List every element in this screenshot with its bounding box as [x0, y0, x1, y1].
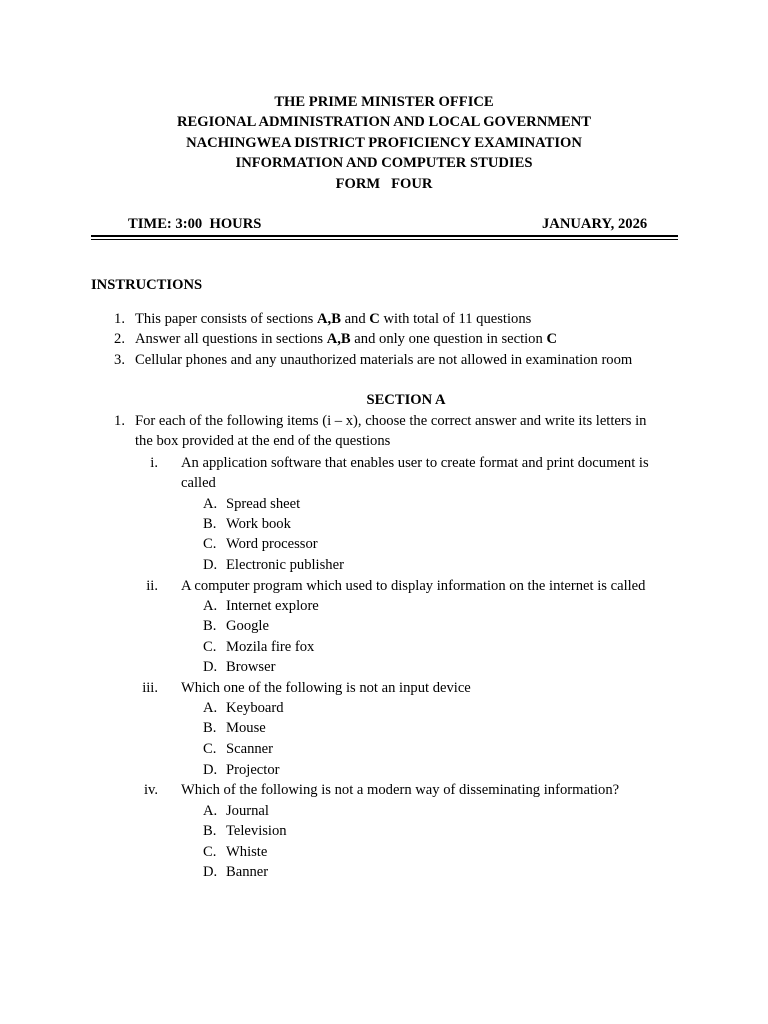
instructions-heading: INSTRUCTIONS	[91, 277, 203, 293]
question-text-line: For each of the following items (i – x), choose the correct answer and write its letters in	[135, 413, 647, 429]
header-line-5: FORM FOUR	[335, 176, 433, 192]
option-text: Work book	[226, 516, 291, 532]
instruction-bold: A,B	[326, 331, 351, 347]
header-rule-thick	[91, 235, 678, 237]
instruction-text: and only one question in section	[350, 331, 547, 347]
instruction-number: 3.	[114, 352, 125, 368]
item-text-line: Which of the following is not a modern way of disseminating information?	[181, 782, 620, 798]
item-roman: i.	[150, 455, 158, 471]
option-letter: D.	[203, 762, 218, 778]
option-text: Scanner	[226, 741, 274, 757]
option-letter: C.	[203, 741, 217, 757]
option-letter: D.	[203, 557, 218, 573]
instruction-text: Cellular phones and any unauthorized materials are not allowed in examination room	[135, 352, 633, 368]
option-letter: B.	[203, 720, 217, 736]
option-text: Browser	[226, 659, 276, 675]
option-letter: B.	[203, 823, 217, 839]
instruction-text: and	[340, 311, 370, 327]
instruction-item	[135, 353, 632, 368]
option-text: Banner	[226, 864, 269, 880]
option-letter: A.	[203, 598, 218, 614]
option-letter: A.	[203, 700, 218, 716]
question-text-line: the box provided at the end of the questions	[135, 433, 391, 449]
option-letter: A.	[203, 803, 218, 819]
header-line-4: INFORMATION AND COMPUTER STUDIES	[235, 155, 533, 171]
option-text: Internet explore	[226, 598, 319, 614]
option-letter: B.	[203, 516, 217, 532]
option-text: Whiste	[226, 844, 268, 860]
option-letter: C.	[203, 536, 217, 552]
option-letter: D.	[203, 659, 218, 675]
instruction-number: 1.	[114, 311, 125, 327]
instruction-bold: C	[369, 311, 380, 327]
option-letter: B.	[203, 618, 217, 634]
option-text: Projector	[226, 762, 280, 778]
instruction-item	[135, 312, 531, 327]
item-text-line: called	[181, 475, 216, 491]
item-roman: iv.	[143, 782, 158, 798]
option-text: Keyboard	[226, 700, 284, 716]
exam-time: TIME: 3:00 HOURS	[128, 216, 262, 232]
item-text-line: A computer program which used to display information on the internet is called	[181, 578, 646, 594]
section-a-heading: SECTION A	[366, 392, 446, 408]
option-text: Electronic publisher	[226, 557, 344, 573]
instruction-text: Answer all questions in sections	[135, 331, 327, 347]
option-text: Mozila fire fox	[226, 639, 315, 655]
instruction-bold: A,B	[317, 311, 341, 327]
header-rule-thin	[91, 239, 678, 240]
option-letter: C.	[203, 844, 217, 860]
instruction-item	[135, 332, 557, 347]
option-text: Word processor	[226, 536, 318, 552]
option-letter: D.	[203, 864, 218, 880]
exam-date: JANUARY, 2026	[542, 216, 648, 232]
instruction-text: This paper consists of sections	[135, 311, 317, 327]
header-line-3: NACHINGWEA DISTRICT PROFICIENCY EXAMINATION	[186, 135, 582, 151]
item-roman: iii.	[142, 680, 158, 696]
item-text-line: An application software that enables user to create format and print document is	[181, 455, 649, 471]
option-text: Google	[226, 618, 269, 634]
instruction-bold: C	[546, 331, 557, 347]
option-text: Spread sheet	[226, 496, 301, 512]
instruction-number: 2.	[114, 331, 125, 347]
header-line-1: THE PRIME MINISTER OFFICE	[274, 94, 494, 110]
option-text: Television	[226, 823, 287, 839]
instruction-text: with total of 11 questions	[379, 311, 532, 327]
option-letter: A.	[203, 496, 218, 512]
header-line-2: REGIONAL ADMINISTRATION AND LOCAL GOVERNMENT	[176, 114, 592, 130]
option-text: Journal	[226, 803, 269, 819]
item-text-line: Which one of the following is not an input device	[181, 680, 471, 696]
option-text: Mouse	[226, 720, 266, 736]
item-roman: ii.	[146, 578, 158, 594]
option-letter: C.	[203, 639, 217, 655]
question-number: 1.	[114, 413, 125, 429]
